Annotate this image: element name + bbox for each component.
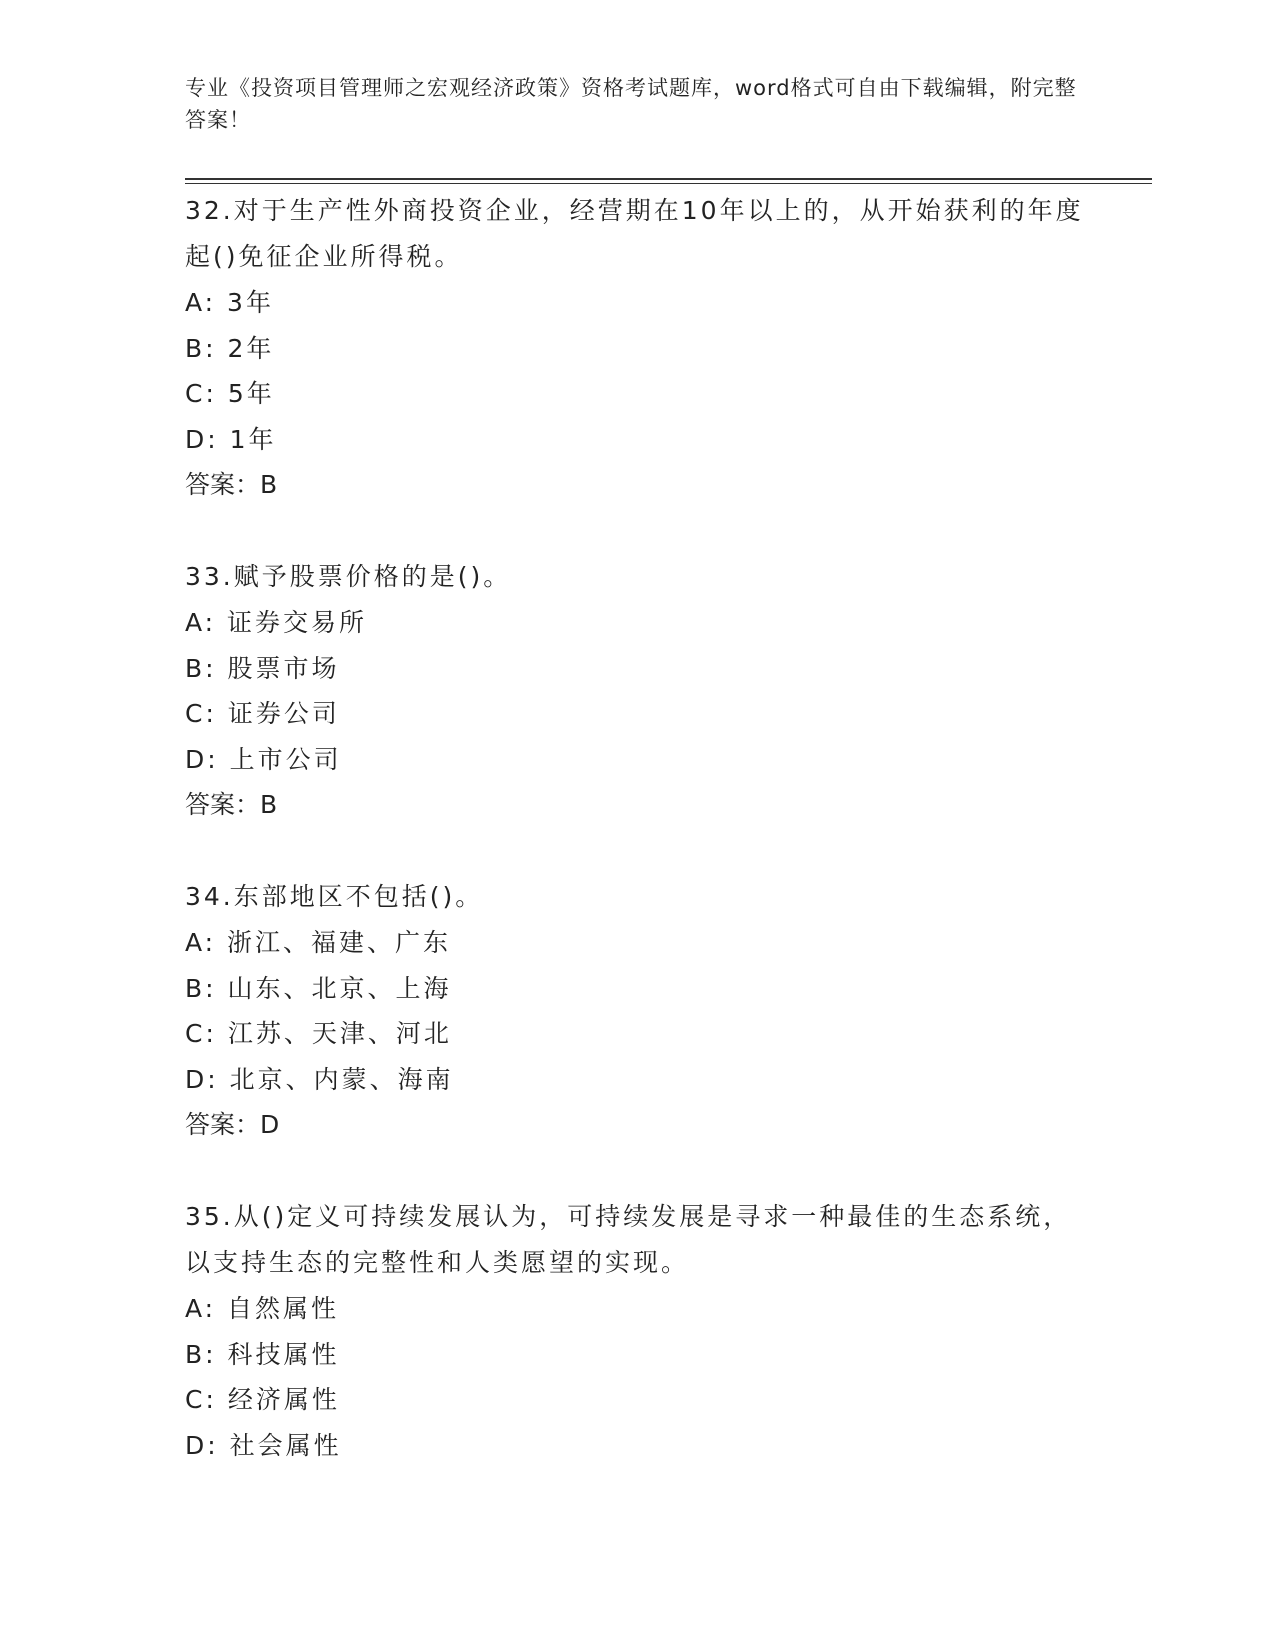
answer-line <box>185 1102 1095 1148</box>
option-a: A: 3年 <box>185 288 274 317</box>
option-d: D: 1年 <box>185 424 277 454</box>
document-header <box>185 72 1085 136</box>
option-b: B: 股票市场 <box>185 653 340 683</box>
option-c: C: 5年 <box>185 379 275 408</box>
question-stem: 33.赋予股票价格的是()。 <box>185 562 512 591</box>
question-32 <box>185 188 1095 508</box>
question-stem: 35.从()定义可持续发展认为，可持续发展是寻求一种最佳的生态系统，以支持生态的完整性和人类愿望的实现。 <box>185 1202 1072 1277</box>
option-c: C: 经济属性 <box>185 1385 340 1414</box>
question-list <box>185 188 1095 1468</box>
answer-value: B <box>260 790 278 819</box>
answer-label: 答案： <box>185 470 261 499</box>
question-35 <box>185 1194 1095 1468</box>
answer-value: D <box>260 1110 280 1139</box>
option-a: A: 浙江、福建、广东 <box>185 928 452 957</box>
question-34 <box>185 874 1095 1148</box>
question-stem: 34.东部地区不包括()。 <box>185 882 484 911</box>
question-stem: 32.对于生产性外商投资企业，经营期在10年以上的，从开始获利的年度起()免征企业所得税。 <box>185 196 1084 271</box>
answer-value: B <box>260 470 278 499</box>
option-c: C: 江苏、天津、河北 <box>185 1019 452 1048</box>
answer-line <box>185 782 1095 828</box>
answer-label: 答案： <box>185 1110 261 1139</box>
question-33 <box>185 554 1095 828</box>
option-d: D: 上市公司 <box>185 744 342 774</box>
option-a: A: 证券交易所 <box>185 608 368 637</box>
header-intro-text: 专业《投资项目管理师之宏观经济政策》资格考试题库，word格式可自由下载编辑，附完整答案！ <box>185 76 1077 132</box>
answer-line <box>185 462 1095 508</box>
option-a: A: 自然属性 <box>185 1294 340 1323</box>
answer-label: 答案： <box>185 790 261 819</box>
option-b: B: 山东、北京、上海 <box>185 973 452 1003</box>
option-d: D: 社会属性 <box>185 1430 342 1460</box>
option-d: D: 北京、内蒙、海南 <box>185 1064 454 1094</box>
option-b: B: 科技属性 <box>185 1339 340 1369</box>
option-c: C: 证券公司 <box>185 699 340 728</box>
header-divider <box>185 178 1152 184</box>
option-b: B: 2年 <box>185 333 275 363</box>
